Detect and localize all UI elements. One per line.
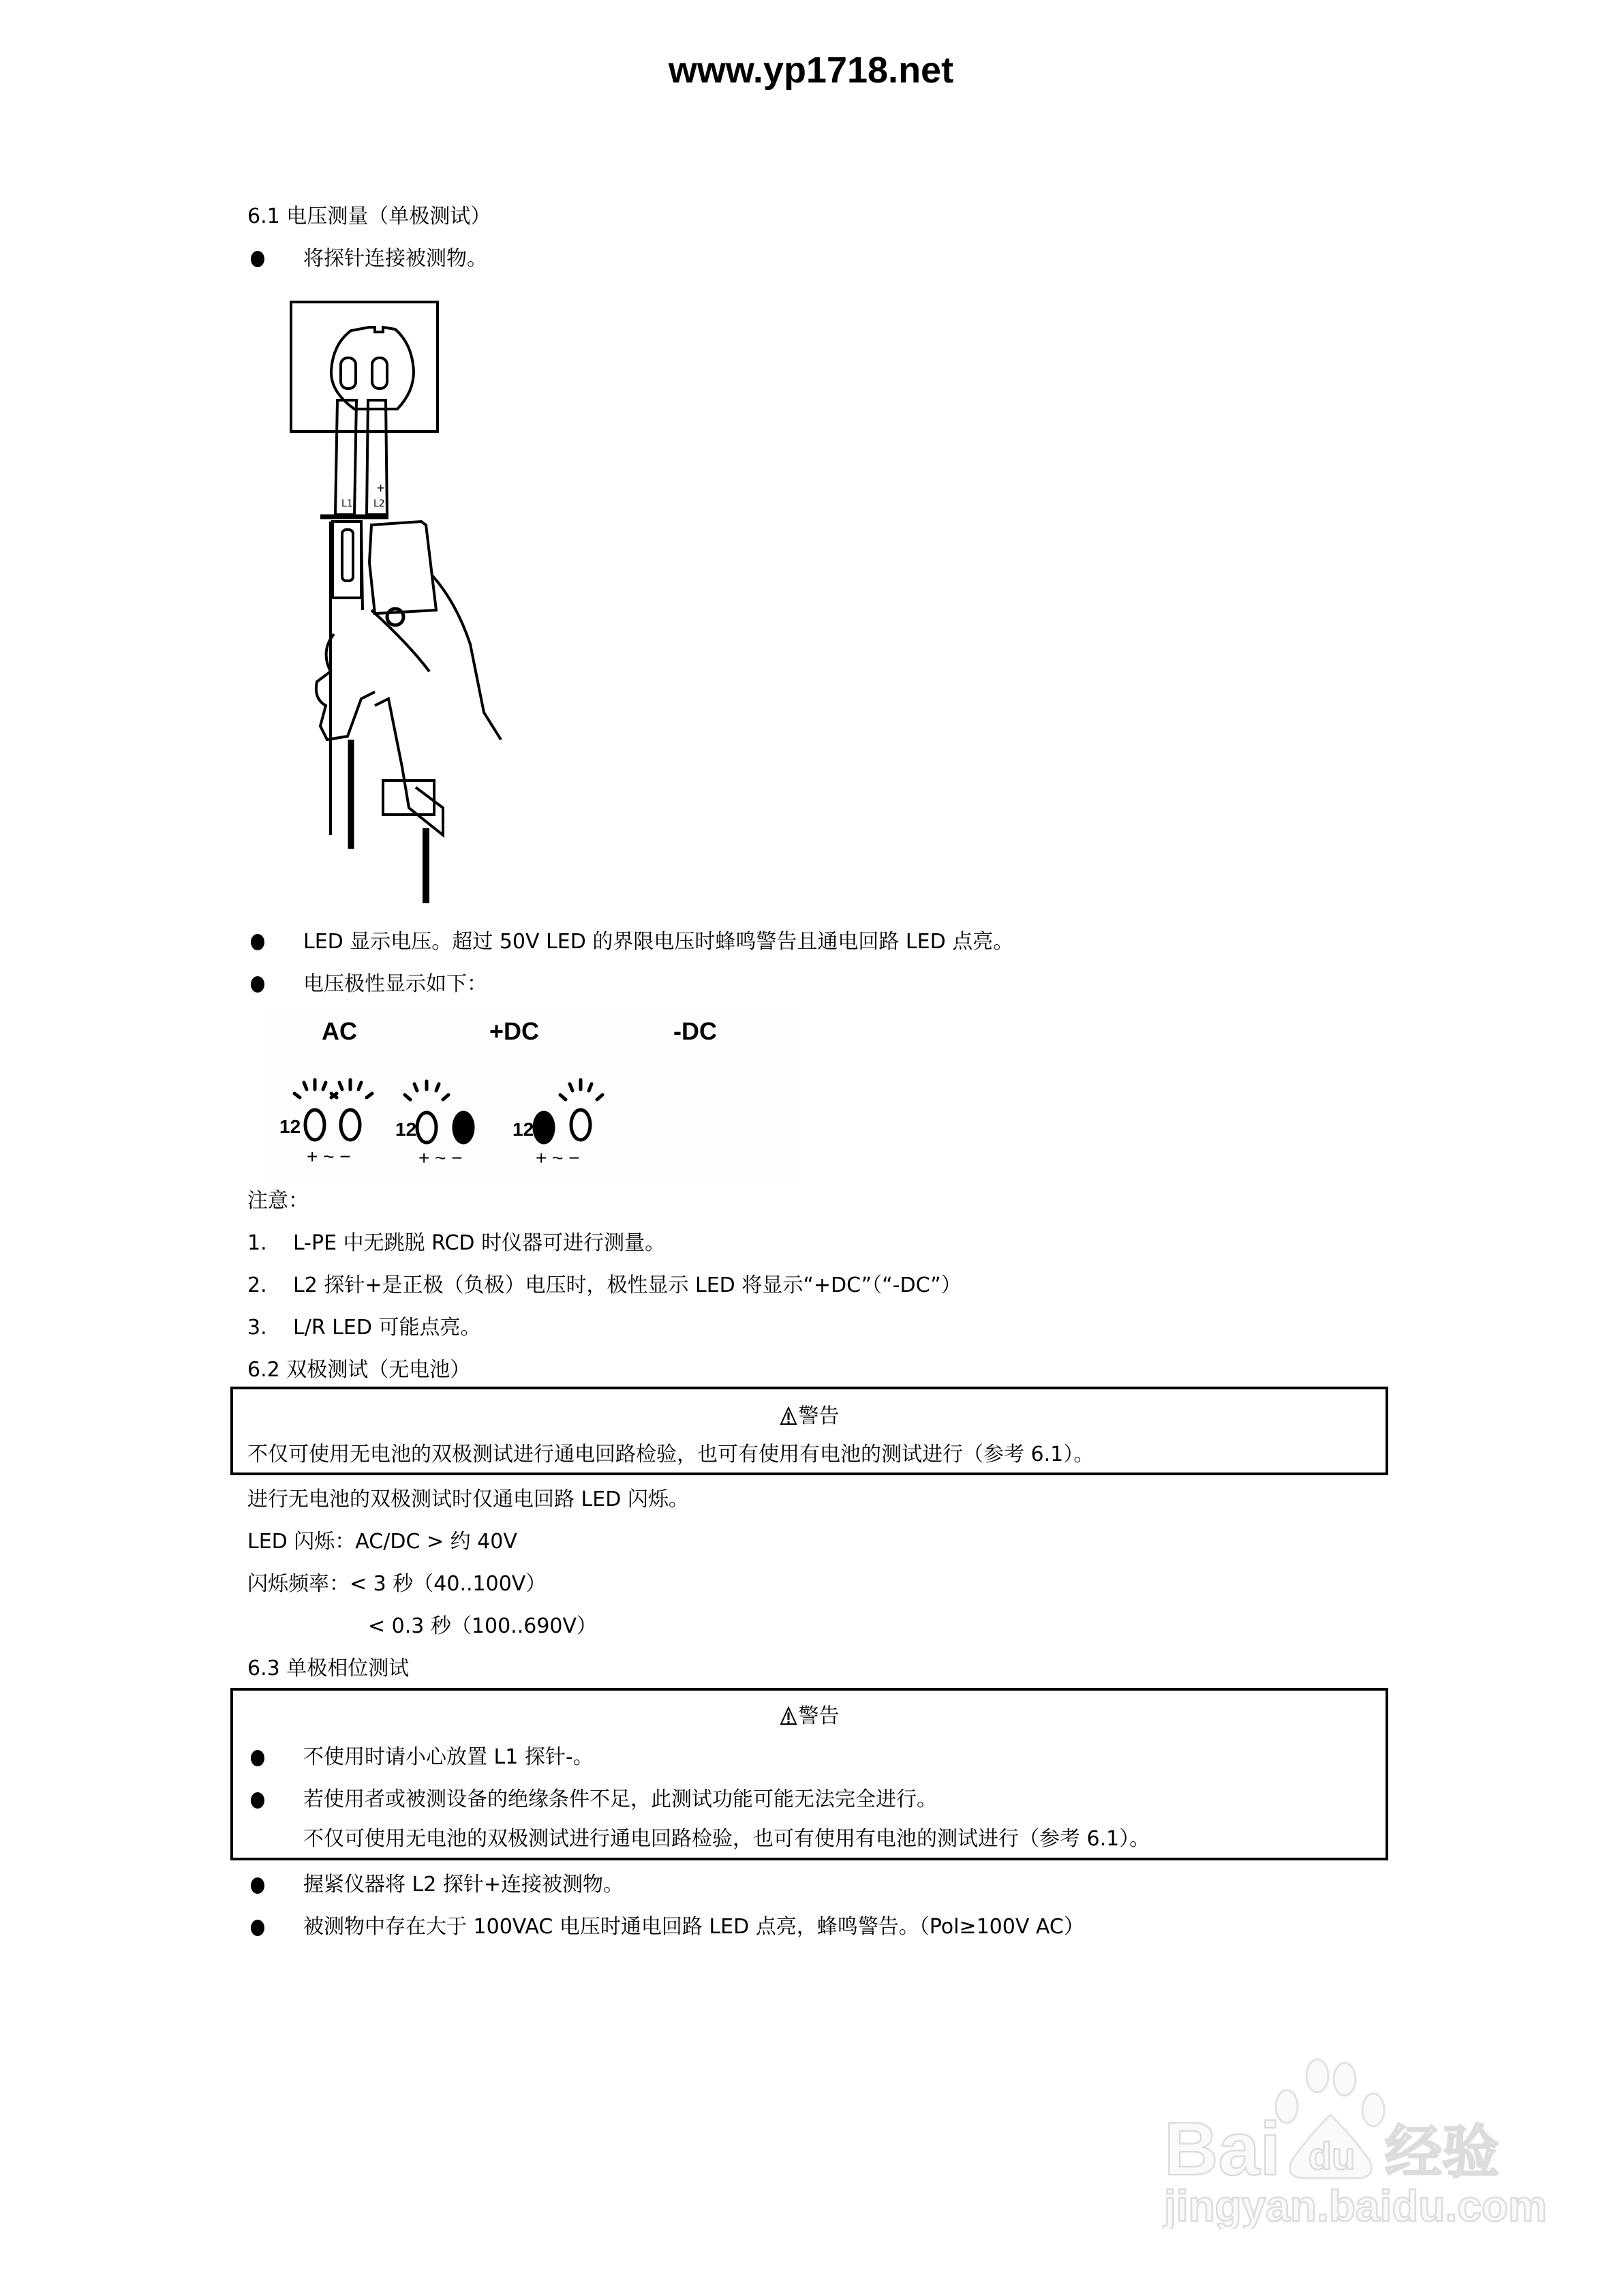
svg-text:+ ~ −: + ~ −	[418, 1147, 463, 1168]
watermark-cn: 经验	[1385, 2119, 1500, 2186]
section-6-2-title: 6.2 双极测试（无电池）	[247, 1358, 471, 1382]
warning-box-6-2	[230, 1387, 1388, 1475]
flash-frequency-2: < 0.3 秒（100..690V）	[368, 1614, 598, 1638]
section-6-1-title: 6.1 电压测量（单极测试）	[247, 205, 491, 228]
baidu-jingyan-watermark	[1152, 2052, 1574, 2229]
polarity-label-ac: AC	[322, 1017, 357, 1045]
bullet-icon	[251, 1877, 264, 1894]
bullet-icon	[251, 251, 264, 267]
warning-bullet-2: 若使用者或被测设备的绝缘条件不足，此测试功能可能无法完全进行。	[303, 1787, 937, 1811]
grip-instrument-text: 握紧仪器将 L2 探针+连接被测物。	[303, 1873, 624, 1897]
ac-led-pair	[294, 1080, 372, 1140]
warning-triangle-icon	[780, 1706, 797, 1725]
probe-plus-label: +	[376, 481, 386, 494]
polarity-label-minus-dc: -DC	[673, 1017, 717, 1045]
warning-box-6-3	[230, 1688, 1388, 1860]
bullet-icon	[251, 934, 264, 950]
site-header-url: www.yp1718.net	[668, 50, 954, 91]
bullet-icon	[251, 1920, 264, 1936]
polarity-led-figure	[266, 1008, 797, 1178]
bullet-icon	[251, 1792, 264, 1809]
minus-dc-led-pair	[534, 1080, 602, 1143]
warning-bullet-1: 不使用时请小心放置 L1 探针-。	[303, 1745, 594, 1769]
note-2-text: L2 探针+是正极（负极）电压时，极性显示 LED 将显示“+DC”（“-DC”）	[293, 1273, 962, 1297]
bullet-icon	[251, 976, 264, 993]
voltage-alert-text: 被测物中存在大于 100VAC 电压时通电回路 LED 点亮，蜂鸣警告。（Pol≥100V AC）	[303, 1915, 1084, 1939]
watermark-paw-text: du	[1309, 2134, 1356, 2177]
probe-l2-label: L2	[373, 498, 385, 509]
led-flash-threshold: LED 闪烁：AC/DC > 约 40V	[247, 1530, 517, 1554]
polarity-label-plus-dc: +DC	[489, 1017, 540, 1045]
warning-continuation: 不仅可使用无电池的双极测试进行通电回路检验，也可有使用有电池的测试进行（参考 6.1）。	[303, 1827, 1150, 1851]
led-indicator-diagrams	[266, 1008, 797, 1178]
flash-frequency-1: 闪烁频率：< 3 秒（40..100V）	[247, 1572, 547, 1596]
notes-title: 注意：	[247, 1189, 309, 1213]
note-1-num: 1.	[247, 1231, 267, 1255]
warning-title: 警告	[233, 1703, 1386, 1730]
warning-text: 不仅可使用无电池的双极测试进行通电回路检验，也可有使用有电池的测试进行（参考 6.1）。	[247, 1442, 1095, 1466]
note-1-text: L-PE 中无跳脱 RCD 时仪器可进行测量。	[293, 1231, 666, 1255]
note-2-num: 2.	[247, 1273, 267, 1297]
svg-text:12: 12	[395, 1119, 417, 1140]
polarity-intro-text: 电压极性显示如下：	[303, 972, 487, 996]
svg-text:+ ~ −: + ~ −	[307, 1146, 351, 1167]
svg-text:+ ~ −: + ~ −	[536, 1147, 580, 1168]
led-voltage-text: LED 显示电压。超过 50V LED 的界限电压时蜂鸣警告且通电回路 LED 点亮。	[303, 930, 1014, 954]
probe-l1-label: L1	[341, 498, 353, 509]
note-3-num: 3.	[247, 1316, 267, 1340]
section-6-3-title: 6.3 单极相位测试	[247, 1657, 410, 1680]
note-3-text: L/R LED 可能点亮。	[293, 1316, 481, 1340]
bipolar-led-flash: 进行无电池的双极测试时仅通电回路 LED 闪烁。	[247, 1487, 689, 1511]
svg-text:12: 12	[279, 1116, 301, 1137]
warning-title: 警告	[233, 1403, 1386, 1430]
watermark-url: jingyan.baidu.com	[1164, 2181, 1547, 2229]
warning-triangle-icon	[780, 1406, 797, 1425]
watermark-brand: Bai	[1164, 2107, 1281, 2191]
svg-text:12: 12	[512, 1119, 534, 1140]
probe-illustration	[252, 290, 538, 910]
step-connect-probe: 将探针连接被测物。	[303, 247, 487, 271]
bullet-icon	[251, 1750, 264, 1766]
